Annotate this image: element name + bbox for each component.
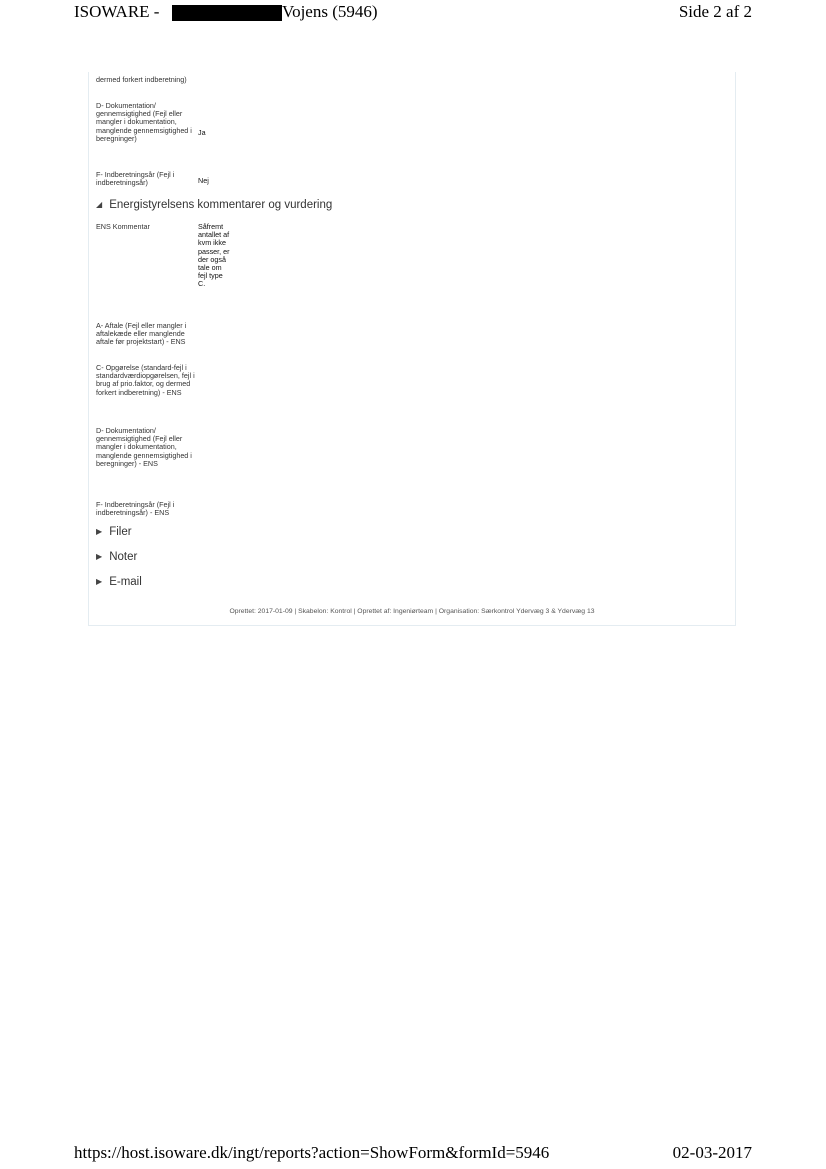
print-footer [74, 1143, 752, 1165]
section-ens-header[interactable] [96, 199, 332, 211]
print-date: 02-03-2017 [672, 1143, 752, 1162]
triangle-right-icon: ▶ [96, 552, 103, 562]
field-label: dermed forkert indberetning) [96, 75, 187, 84]
print-header [74, 2, 752, 24]
section-email[interactable] [96, 576, 142, 588]
field-value: Nej [198, 176, 209, 185]
section-title: Energistyrelsens kommentarer og vurdering [109, 199, 333, 211]
field-label: F- Indberetningsår (Fejl i indberetningsår) [96, 170, 175, 188]
field-value: Ja [198, 128, 206, 137]
section-filer[interactable] [96, 526, 132, 538]
field-value: Såfremt antallet af kvm ikke passer, er der også tale om fejl type C. [198, 222, 230, 289]
field-label: D- Dokumentation/ gennemsigtighed (Fejl eller mangler i dokumentation, manglende gennemsigtighed i beregninger) [96, 101, 192, 143]
form-card [88, 72, 736, 626]
section-title: Filer [109, 526, 132, 538]
form-meta-info: Oprettet: 2017-01-09 | Skabelon: Kontrol | Oprettet af: Ingeniørteam | Organisation: Særkontrol Ydervæg 3 & Ydervæg 13 [229, 608, 595, 615]
field-label: F- Indberetningsår (Fejl i indberetningsår) - ENS [96, 500, 175, 518]
field-label: C- Opgørelse (standard-fejl i standardværdiopgørelsen, fejl i brug af prio.faktor, og dermed forkert indberetning) - ENS [96, 363, 195, 397]
field-label: ENS Kommentar [96, 222, 150, 231]
field-label: A- Aftale (Fejl eller mangler i aftalekæde eller manglende aftale før projektstart) - ENS [96, 321, 187, 347]
triangle-right-icon: ▶ [96, 527, 103, 537]
triangle-right-icon: ▶ [96, 577, 103, 587]
page-number: Side 2 af 2 [678, 2, 752, 21]
section-title: E-mail [109, 576, 142, 588]
redacted-block [172, 5, 282, 21]
field-label: D- Dokumentation/ gennemsigtighed (Fejl eller mangler i dokumentation, manglende gennemsigtighed i beregninger) - ENS [96, 426, 192, 468]
page-url: https://host.isoware.dk/ingt/reports?action=ShowForm&formId=5946 [74, 1143, 550, 1162]
section-title: Noter [109, 551, 138, 563]
triangle-down-icon: ◢ [96, 200, 103, 210]
section-noter[interactable] [96, 551, 137, 563]
print-title-left: ISOWARE - [74, 2, 160, 21]
print-title-right: Vojens (5946) [282, 2, 378, 21]
